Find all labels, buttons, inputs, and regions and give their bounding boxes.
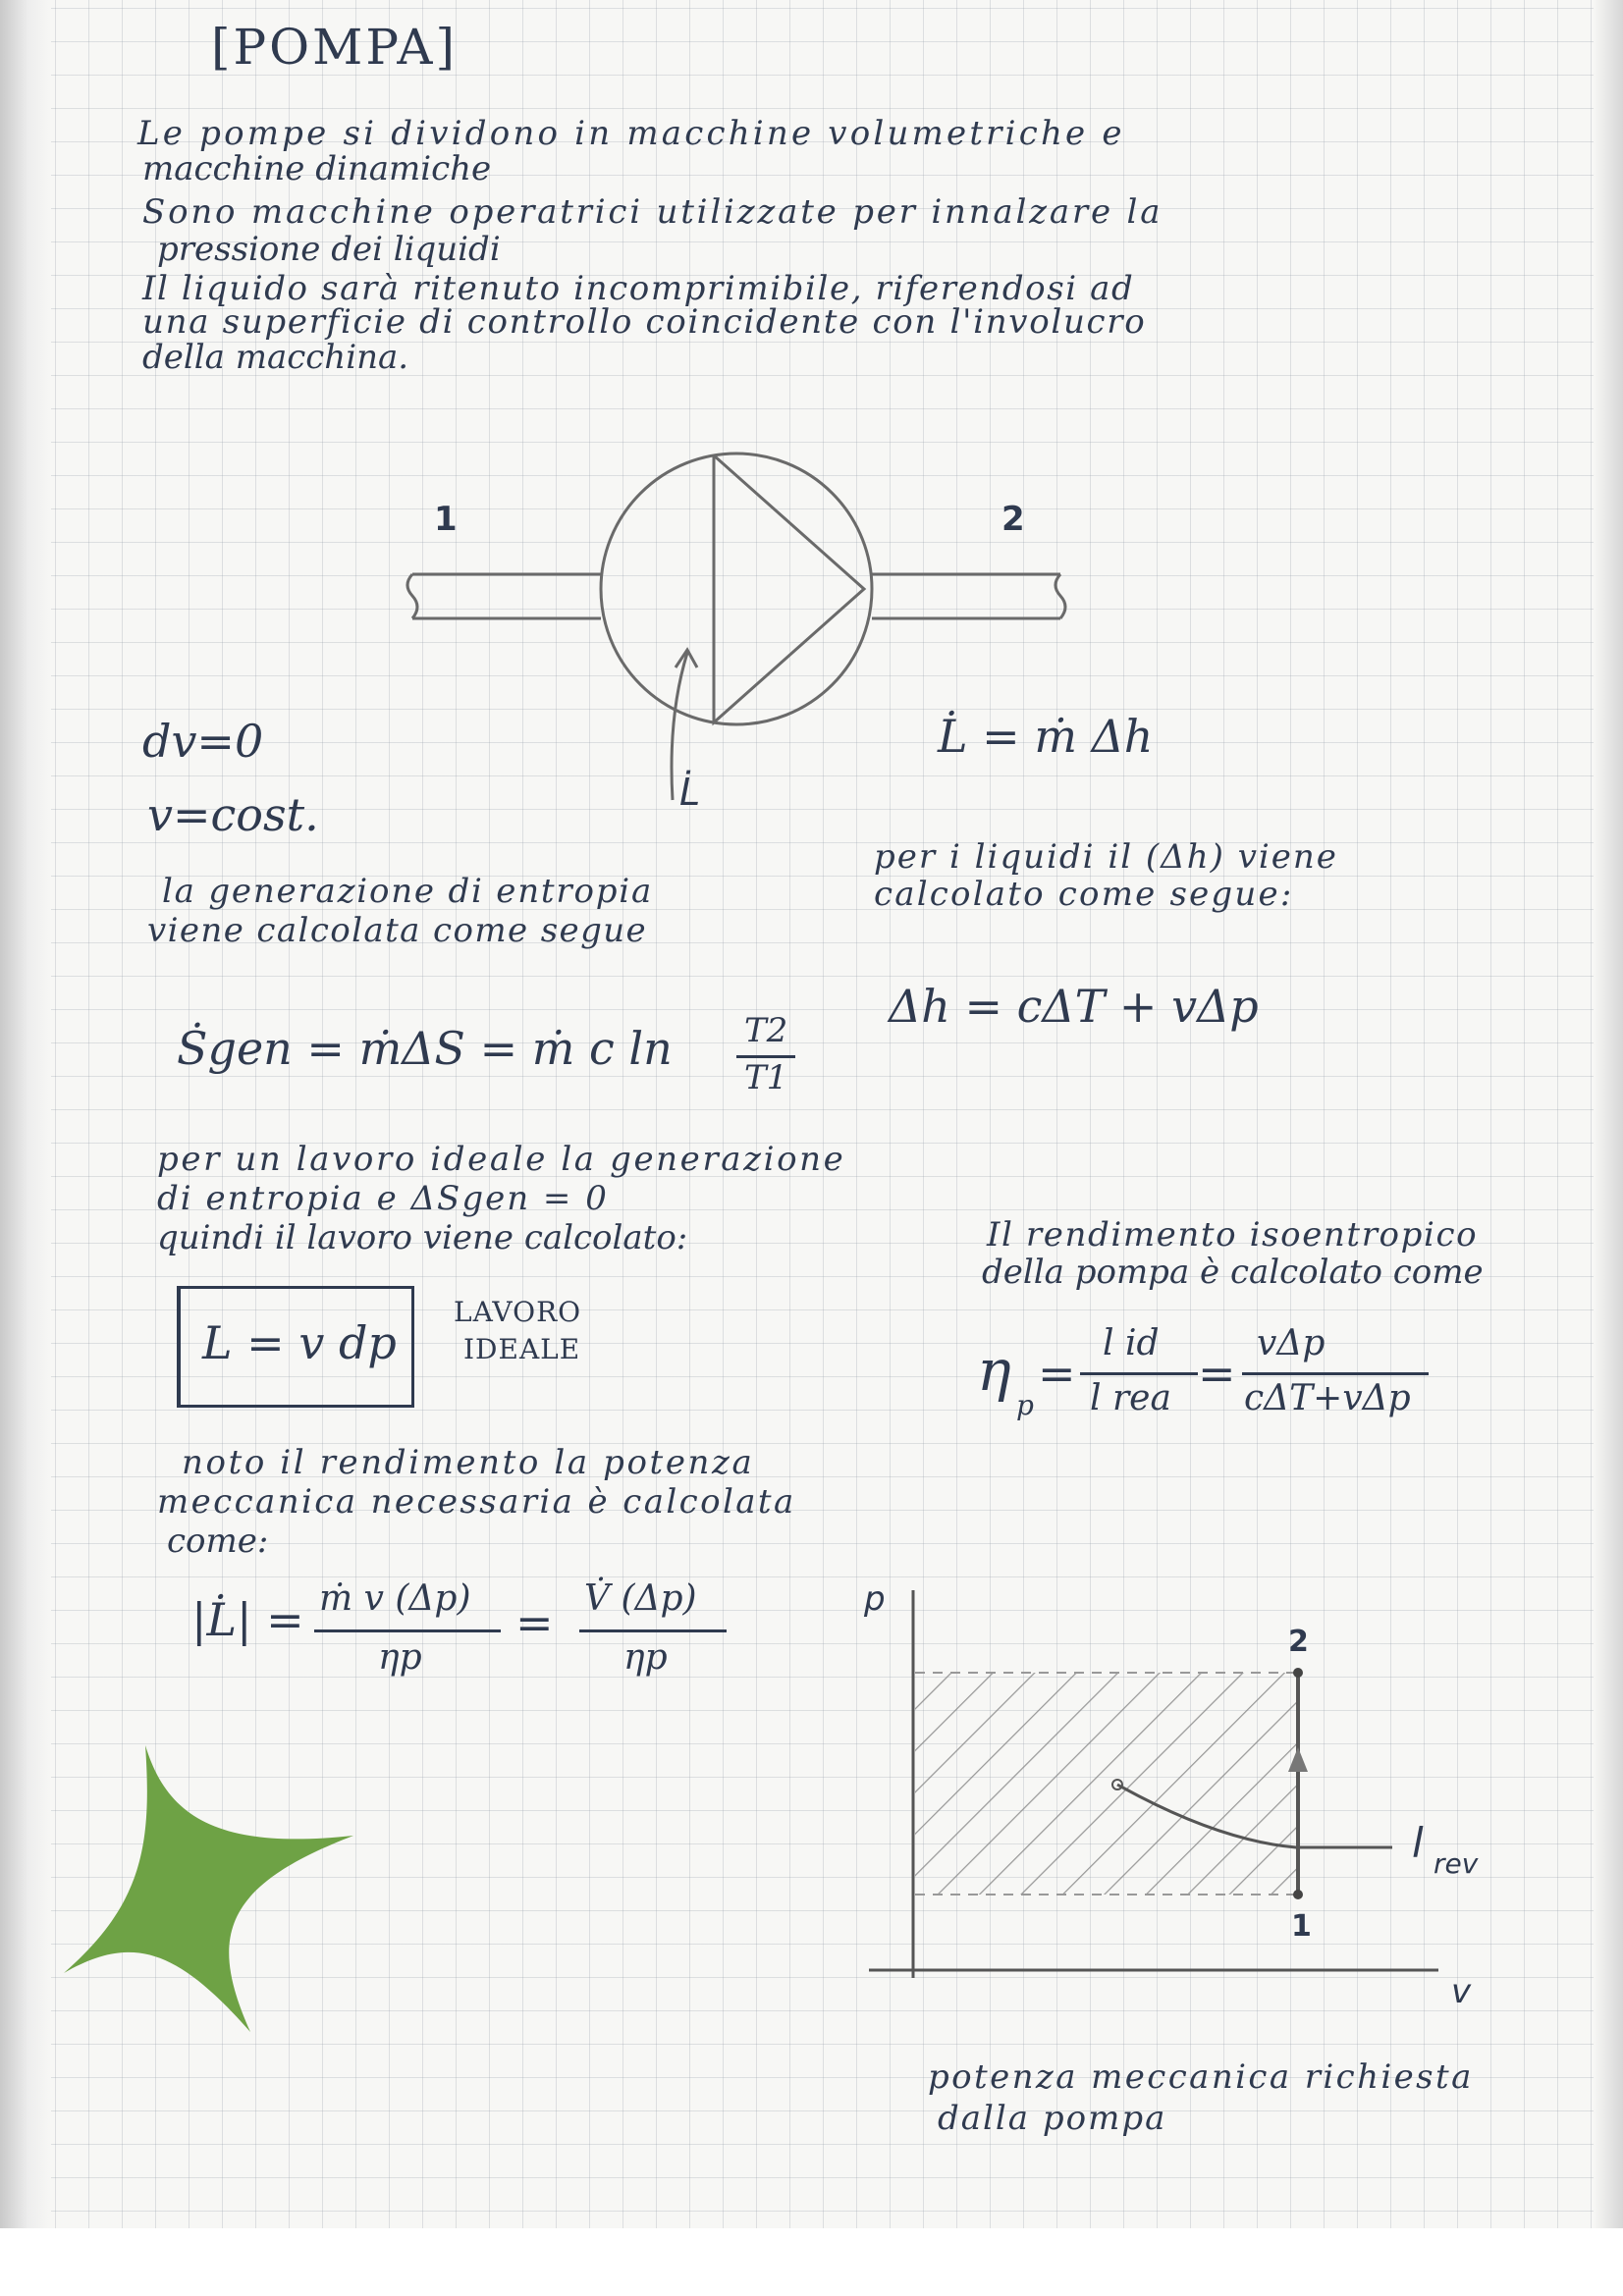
intro-line: della macchina. (142, 338, 409, 377)
entropy-fraction-den: T1 (744, 1058, 788, 1097)
fraction-bar (1242, 1372, 1429, 1375)
ideal-text: di entropia e ΔSgen = 0 (157, 1179, 609, 1218)
power-real-f1-den: ηp (378, 1637, 422, 1678)
entropy-fraction-num: T2 (744, 1011, 788, 1050)
power-real-lhs: |L̇| = (191, 1593, 304, 1646)
page-title: [POMPA] (211, 19, 459, 76)
efficiency-f1-num: l id (1103, 1323, 1160, 1363)
equals: = (1038, 1347, 1076, 1400)
pump-diagram (373, 432, 1080, 825)
work-label: L̇ (679, 771, 701, 814)
power-text: come: (167, 1522, 269, 1561)
pv-y-axis-label: p (864, 1579, 886, 1619)
pv-caption: potenza meccanica richiesta (928, 2057, 1474, 2097)
power-real-equation (191, 1571, 761, 1698)
pv-x-axis-label: v (1451, 1972, 1472, 2011)
outlet-label: 2 (1001, 500, 1025, 539)
ideal-work-label: IDEALE (463, 1333, 581, 1365)
pv-point-1: 1 (1291, 1909, 1312, 1944)
condition-dv: dv=0 (142, 715, 264, 768)
equals: = (1198, 1347, 1236, 1400)
ideal-text: per un lavoro ideale la generazione (157, 1140, 846, 1179)
pv-point-2: 2 (1288, 1625, 1309, 1659)
entropy-text: viene calcolata come segue (147, 911, 648, 950)
intro-line: Sono macchine operatrici utilizzate per innalzare la (142, 192, 1163, 232)
efficiency-f2-den: cΔT+vΔp (1244, 1378, 1411, 1418)
power-real-f1-num: ṁ v (Δp) (319, 1578, 471, 1619)
fraction-bar (1080, 1372, 1198, 1375)
inlet-label: 1 (434, 500, 458, 539)
intro-line: macchine dinamiche (142, 149, 492, 188)
ideal-work-equation: L = v dp (202, 1316, 397, 1369)
efficiency-text: della pompa è calcolato come (982, 1253, 1484, 1292)
pv-diagram (844, 1571, 1512, 2012)
enthalpy-equation: Δh = cΔT + vΔp (889, 980, 1259, 1033)
power-equation: L̇ = ṁ Δh (938, 710, 1154, 763)
fraction-bar (579, 1629, 727, 1632)
ideal-work-label: LAVORO (454, 1296, 582, 1328)
efficiency-subscript: p (1016, 1389, 1034, 1421)
efficiency-equation (977, 1315, 1488, 1433)
entropy-text: la generazione di entropia (162, 872, 654, 911)
intro-line: una superficie di controllo coincidente con l'involucro (142, 302, 1147, 342)
intro-line: Il liquido sarà ritenuto incomprimibile, riferendosi ad (142, 269, 1135, 308)
green-star-logo (59, 1737, 363, 2052)
intro-line: pressione dei liquidi (157, 230, 501, 269)
power-real-f2-num: V̇ (Δp) (584, 1578, 697, 1619)
efficiency-f1-den: l rea (1090, 1378, 1171, 1418)
fraction-bar (314, 1629, 501, 1632)
page-edge (1594, 0, 1623, 2228)
enthalpy-text: calcolato come segue: (874, 875, 1294, 914)
page-binding (0, 0, 51, 2228)
entropy-equation-lhs: Ṡgen = ṁΔS = ṁ c ln (177, 1022, 673, 1075)
efficiency-f2-num: vΔp (1257, 1323, 1325, 1363)
intro-line: Le pompe si dividono in macchine volumetriche e (137, 114, 1125, 153)
equals: = (515, 1596, 554, 1649)
pv-caption: dalla pompa (938, 2099, 1167, 2138)
power-text: noto il rendimento la potenza (182, 1443, 755, 1482)
pv-curve-label: l (1412, 1819, 1424, 1867)
condition-v: v=cost. (147, 788, 319, 841)
power-text: meccanica necessaria è calcolata (157, 1482, 796, 1522)
efficiency-text: Il rendimento isoentropico (987, 1215, 1479, 1255)
ideal-work-box (177, 1286, 414, 1408)
enthalpy-text: per i liquidi il (Δh) viene (874, 837, 1338, 877)
ideal-text: quindi il lavoro viene calcolato: (157, 1218, 688, 1257)
power-real-f2-den: ηp (623, 1637, 668, 1678)
pv-curve-label-sub: rev (1434, 1847, 1479, 1880)
efficiency-symbol: η (977, 1337, 1011, 1404)
